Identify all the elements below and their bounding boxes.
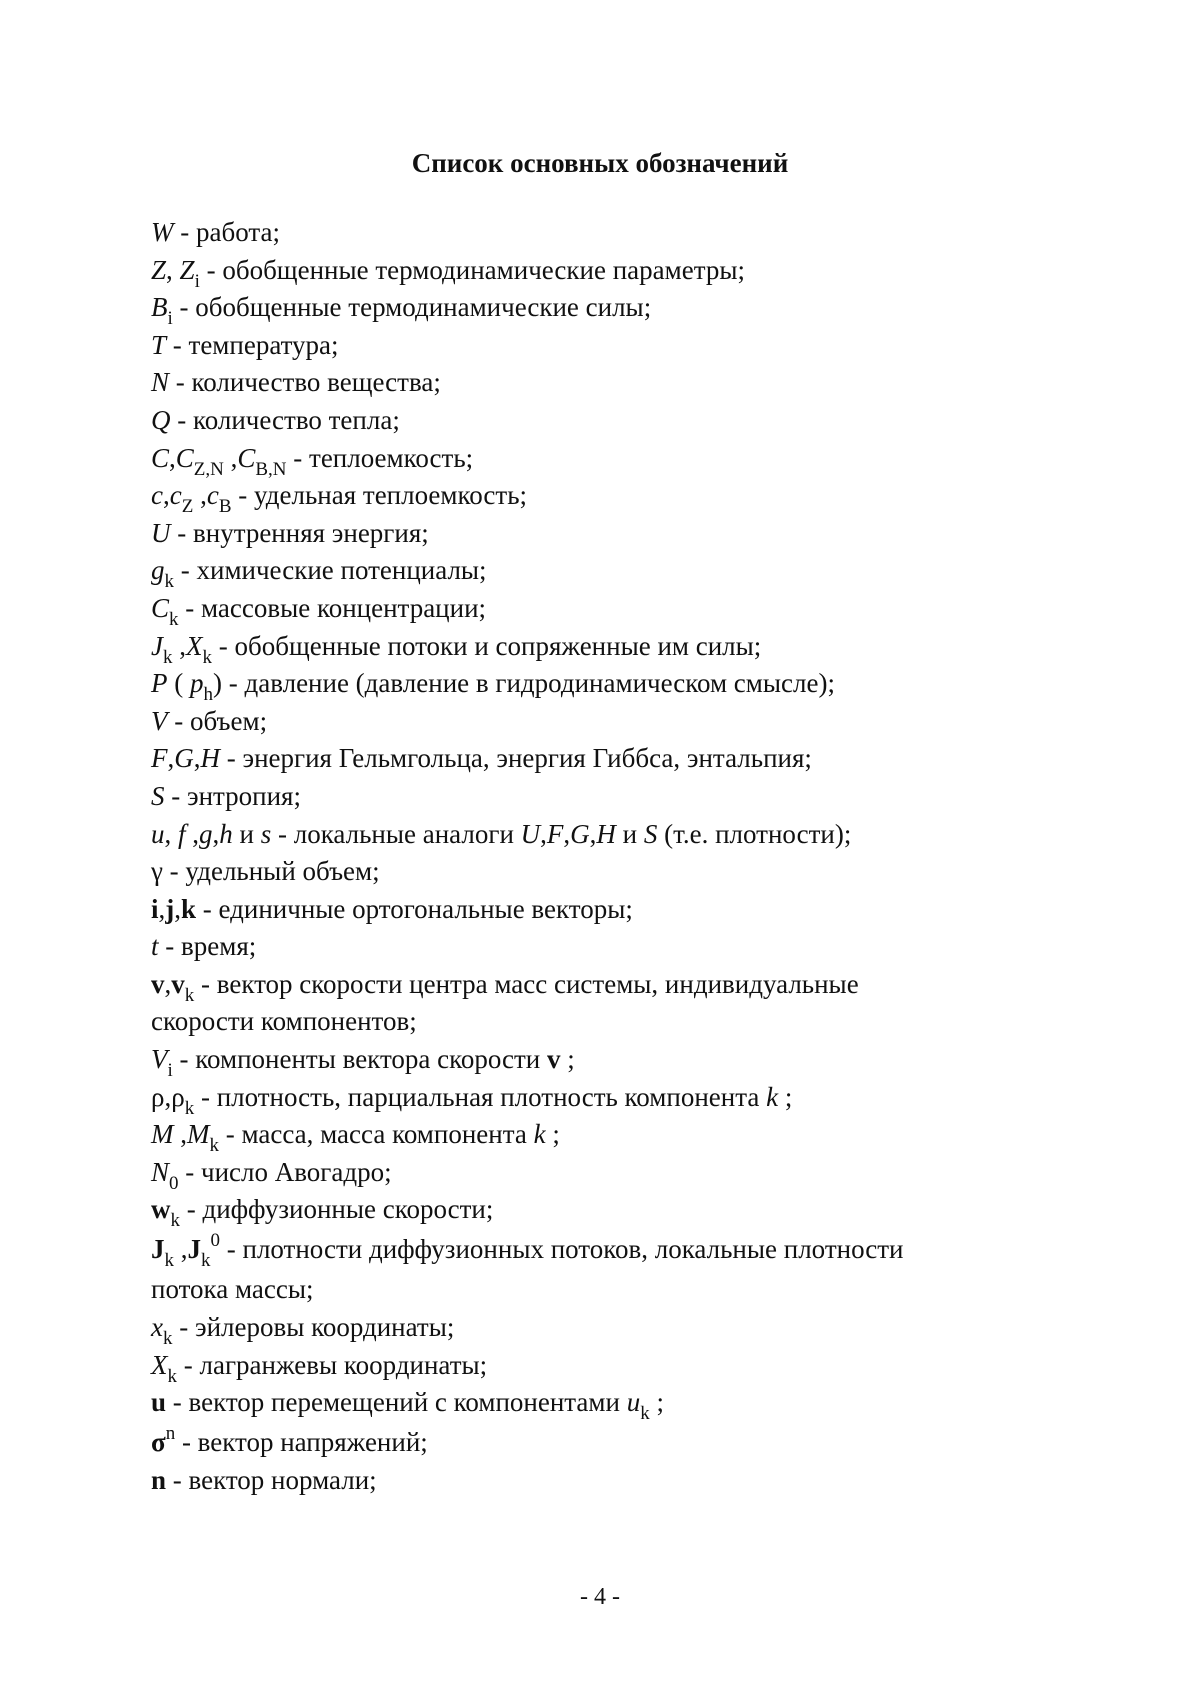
entry-text: , (164, 818, 178, 849)
entry-symbol: B,N (255, 458, 287, 480)
entry-symbol: M (187, 1119, 210, 1150)
entry-symbol: k (162, 1328, 173, 1350)
notation-entry (151, 778, 1031, 816)
entry-symbol: k (162, 646, 173, 668)
entry-symbol: k (164, 1250, 174, 1272)
entry-symbol: u (151, 818, 165, 849)
entry-symbol: H (200, 743, 220, 774)
entry-symbol: w (151, 1194, 171, 1225)
entry-text: - удельная теплоемкость; (231, 480, 528, 511)
entry-text: - вектор скорости центра масс системы, индивидуальные (194, 968, 859, 999)
entry-symbol: C (151, 592, 170, 623)
entry-text: , (172, 630, 186, 661)
entry-text: - работа; (173, 217, 280, 247)
entry-continuation: потока массы; (151, 1274, 314, 1305)
entry-symbol: i (167, 308, 173, 330)
entry-text: - плотность, парциальная плотность компонента (194, 1081, 767, 1112)
entry-symbol: M (151, 1119, 174, 1150)
entry-symbol: J (151, 630, 163, 661)
entry-text: - вектор напряжений; (175, 1426, 428, 1457)
notation-entry (151, 1079, 1031, 1117)
notation-entry (151, 1116, 1031, 1157)
notation-entry (151, 214, 1031, 252)
entry-symbol: 0 (169, 1172, 179, 1194)
entry-symbol: Z (179, 254, 195, 285)
notation-entry (151, 1041, 1031, 1082)
entry-text: ; (649, 1387, 664, 1418)
entry-symbol: G (570, 818, 590, 849)
notation-entry (151, 1347, 1031, 1385)
entry-symbol: t (151, 931, 159, 962)
notation-entry (151, 703, 1031, 741)
entry-symbol: U (520, 818, 541, 849)
notation-entry (151, 1384, 1031, 1425)
entry-text: , (540, 818, 547, 849)
entry-text: - обобщенные термодинамические силы; (172, 292, 652, 323)
entry-symbol: N (151, 367, 170, 398)
entry-symbol: W (151, 217, 174, 247)
entry-text: - масса, масса компонента (219, 1119, 534, 1150)
notation-entry (151, 1229, 1031, 1309)
entry-text: , (164, 968, 172, 999)
notation-entry (151, 552, 1031, 593)
entry-text: - вектор перемещений с компонентами (166, 1387, 627, 1418)
entry-text: , (185, 818, 200, 849)
page-number: - 4 - (580, 1584, 620, 1610)
entry-symbol: p (190, 668, 204, 699)
entry-text: - вектор нормали; (166, 1464, 377, 1495)
entry-symbol: i (167, 1060, 173, 1082)
entry-text: , (589, 818, 597, 849)
entry-text: - химические потенциалы; (174, 555, 487, 586)
entry-symbol: U (151, 517, 171, 548)
notation-entry (151, 1191, 1031, 1232)
entry-text: - количество тепла; (170, 404, 400, 435)
entry-symbol: f (178, 818, 186, 849)
notation-entry (151, 1462, 1031, 1500)
notation-entry (151, 402, 1031, 440)
entry-text: , (158, 893, 166, 924)
notation-entry (151, 966, 1031, 1041)
notation-entry (151, 853, 1031, 891)
notation-entry (151, 515, 1031, 553)
entry-text: , (169, 442, 176, 473)
entry-symbol: S (643, 818, 658, 849)
entry-symbol: x (151, 1312, 163, 1343)
entry-text: - диффузионные скорости; (180, 1194, 494, 1225)
notation-entry (151, 1309, 1031, 1350)
entry-text: ; (545, 1119, 560, 1150)
entry-text: - температура; (166, 329, 339, 360)
entry-text: и (232, 818, 261, 849)
entry-text: ρ,ρ (151, 1081, 185, 1112)
entry-symbol: X (185, 630, 203, 661)
entry-text: - компоненты вектора скорости (172, 1044, 548, 1075)
entry-symbol: k (167, 1365, 177, 1387)
entry-symbol: N (151, 1156, 170, 1187)
entry-symbol: X (151, 1349, 168, 1380)
entry-symbol: u (151, 1387, 167, 1418)
entry-text: - лагранжевы координаты; (177, 1349, 488, 1380)
entry-text: - энтропия; (164, 780, 301, 811)
page-title: Список основных обозначений (411, 148, 789, 178)
notation-entry (151, 364, 1031, 402)
entry-text: - единичные ортогональные векторы; (196, 893, 633, 924)
entry-symbol: k (184, 984, 195, 1006)
notation-entry (151, 816, 1031, 854)
entry-symbol: J (151, 1234, 165, 1265)
entry-symbol: J (187, 1234, 201, 1265)
entry-text: и (615, 818, 644, 849)
entry-symbol: c (206, 480, 219, 511)
entry-symbol: k (209, 1135, 219, 1157)
entry-text: - внутренняя энергия; (170, 517, 429, 548)
entry-symbol: P (151, 668, 168, 699)
entry-text: - число Авогадро; (178, 1156, 392, 1187)
entry-symbol: B (218, 496, 232, 518)
entry-symbol: h (219, 818, 233, 849)
entry-text: - время; (158, 931, 257, 962)
entry-text: - обобщенные термодинамические параметры; (199, 254, 745, 285)
entry-symbol: S (151, 780, 165, 811)
notation-entry (151, 477, 1031, 518)
notation-entry (151, 590, 1031, 628)
entry-text: , (223, 442, 238, 473)
notation-entry (151, 1422, 1031, 1462)
notation-entry (151, 327, 1031, 365)
entry-symbol: k (181, 893, 197, 924)
entry-text: - энергия Гельмгольца, энергия Гиббса, энтальпия; (220, 743, 812, 774)
notation-entry (151, 665, 1031, 706)
entry-symbol: n (165, 1422, 176, 1444)
entry-symbol: k (170, 1210, 180, 1232)
entry-symbol: k (184, 1097, 195, 1119)
entry-symbol: g (151, 555, 165, 586)
entry-symbol: Q (151, 404, 171, 435)
entry-text: , (166, 254, 180, 285)
entry-symbol: G (174, 743, 194, 774)
entry-text: - теплоемкость; (286, 442, 474, 473)
entry-text: ; (560, 1044, 575, 1075)
entry-text: - плотности диффузионных потоков, локальные плотности (220, 1234, 904, 1265)
entry-text: , (167, 743, 175, 774)
entry-text: , (193, 743, 201, 774)
entry-text: - массовые концентрации; (178, 592, 487, 623)
notation-entry (151, 891, 1031, 929)
entry-symbol: V (151, 1044, 168, 1075)
entry-symbol: n (151, 1464, 167, 1495)
entry-text: ) - давление (давление в гидродинамическом смысле); (213, 668, 835, 699)
entry-continuation: скорости компонентов; (151, 1006, 417, 1037)
entry-text: , (174, 1234, 188, 1265)
entry-text: (т.е. плотности); (657, 818, 852, 849)
entry-symbol: j (165, 893, 175, 924)
entry-symbol: V (151, 705, 168, 736)
entry-symbol: 0 (210, 1230, 220, 1252)
entry-symbol: H (596, 818, 616, 849)
notation-entry (151, 440, 1031, 478)
entry-symbol: k (202, 646, 212, 668)
entry-text: , (193, 480, 207, 511)
entry-symbol: v (151, 968, 165, 999)
notation-entry (151, 252, 1031, 290)
entry-symbol: C (151, 442, 170, 473)
entry-text: , (173, 1119, 187, 1150)
entry-symbol: c (151, 480, 163, 511)
entry-symbol: C (237, 442, 256, 473)
entry-text: - локальные аналоги (271, 818, 521, 849)
entry-text: γ - удельный объем; (151, 856, 380, 887)
entry-text: , (174, 893, 182, 924)
entry-text: ; (778, 1081, 793, 1112)
entry-symbol: v (547, 1044, 561, 1075)
entry-text: , (162, 480, 170, 511)
entry-symbol: h (203, 684, 213, 706)
notation-entry (151, 740, 1031, 778)
entry-symbol: v (171, 968, 185, 999)
entry-symbol: k (533, 1119, 546, 1150)
entry-symbol: u (626, 1387, 641, 1418)
entry-text: - обобщенные потоки и сопряженные им силы; (211, 630, 762, 661)
entry-symbol: Z,N (193, 458, 224, 480)
entry-text: - объем; (167, 705, 268, 736)
notation-entry (151, 1154, 1031, 1192)
entry-symbol: i (151, 893, 159, 924)
entry-text: ( (167, 668, 190, 699)
entry-symbol: c (169, 480, 182, 511)
entry-symbol: k (164, 571, 174, 593)
entry-symbol: k (169, 608, 179, 630)
entry-symbol: k (766, 1081, 779, 1112)
entry-symbol: k (640, 1403, 650, 1425)
entry-symbol: s (260, 818, 272, 849)
notation-entry (151, 628, 1031, 666)
notation-list (151, 214, 1031, 1499)
entry-symbol: Z (181, 496, 194, 518)
entry-symbol: T (151, 329, 167, 360)
entry-symbol: k (201, 1250, 211, 1272)
entry-symbol: F (151, 743, 168, 774)
entry-symbol: g (199, 818, 213, 849)
entry-symbol: F (546, 818, 564, 849)
entry-text: , (212, 818, 220, 849)
entry-symbol: B (151, 292, 168, 323)
notation-entry (151, 289, 1031, 330)
entry-symbol: σ (151, 1426, 166, 1457)
entry-text: - эйлеровы координаты; (172, 1312, 455, 1343)
entry-symbol: C (175, 442, 194, 473)
entry-text: , (563, 818, 571, 849)
entry-symbol: i (194, 270, 200, 292)
notation-entry (151, 928, 1031, 966)
entry-text: - количество вещества; (169, 367, 441, 398)
entry-symbol: Z (151, 254, 167, 285)
